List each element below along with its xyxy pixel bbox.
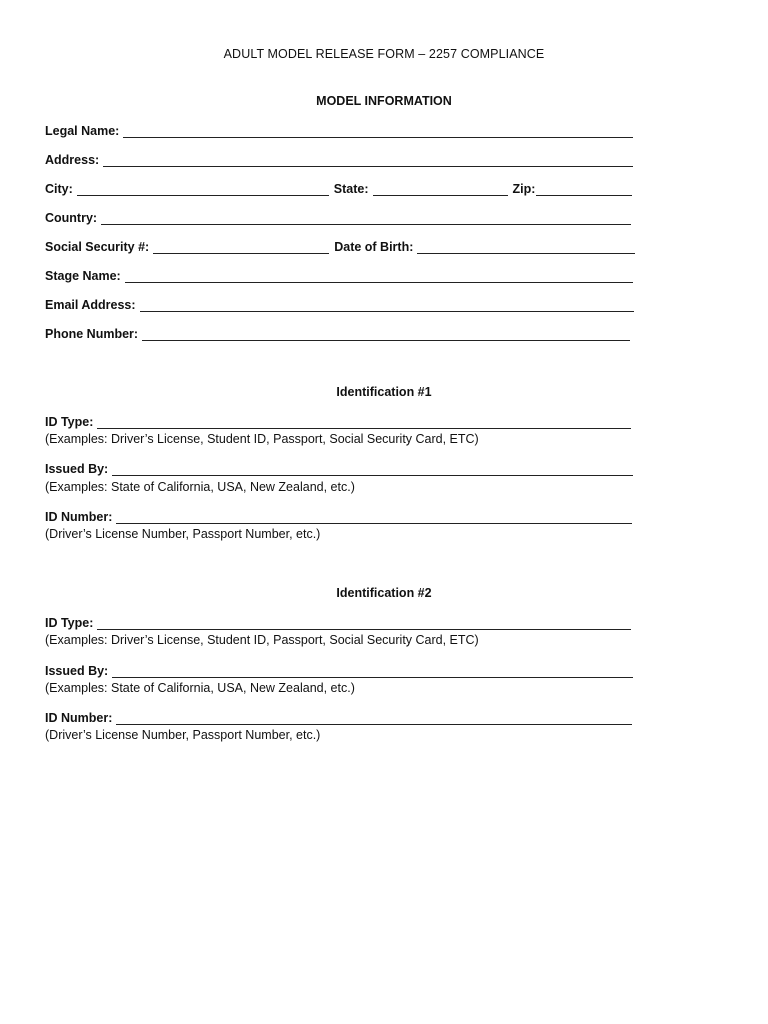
id2-type-field[interactable] — [97, 617, 631, 630]
identification-2-heading: Identification #2 — [336, 586, 432, 600]
id1-type-label: ID Type: — [45, 415, 94, 429]
state-field[interactable] — [373, 183, 508, 196]
country-field[interactable] — [101, 212, 631, 225]
id2-number-row — [45, 709, 632, 725]
state-label: State: — [333, 182, 369, 196]
zip-field[interactable] — [536, 183, 632, 196]
form-title: ADULT MODEL RELEASE FORM – 2257 COMPLIANCE — [223, 47, 545, 61]
id1-issued-by-row — [45, 460, 633, 476]
zip-label: Zip: — [512, 182, 536, 196]
email-field[interactable] — [140, 299, 634, 312]
id1-number-row — [45, 508, 632, 524]
id1-number-label: ID Number: — [45, 510, 113, 524]
stage-name-row — [45, 267, 633, 283]
ssn-label: Social Security #: — [45, 240, 150, 254]
id1-type-field[interactable] — [97, 416, 631, 429]
legal-name-field[interactable] — [123, 125, 633, 138]
id2-issued-by-hint: (Examples: State of California, USA, New Zealand, etc.) — [45, 681, 355, 695]
stage-name-field[interactable] — [125, 270, 633, 283]
id1-type-hint: (Examples: Driver’s License, Student ID, Passport, Social Security Card, ETC) — [45, 432, 479, 446]
ssn-field[interactable] — [153, 241, 329, 254]
id1-number-hint: (Driver’s License Number, Passport Number, etc.) — [45, 527, 321, 541]
ssn-dob-row — [45, 238, 635, 254]
id2-number-label: ID Number: — [45, 711, 113, 725]
id1-issued-by-hint: (Examples: State of California, USA, New Zealand, etc.) — [45, 480, 355, 494]
model-information-heading: MODEL INFORMATION — [316, 94, 452, 108]
email-label: Email Address: — [45, 298, 136, 312]
id2-number-hint: (Driver’s License Number, Passport Number, etc.) — [45, 728, 321, 742]
id2-issued-by-field[interactable] — [112, 665, 633, 678]
phone-label: Phone Number: — [45, 327, 139, 341]
country-label: Country: — [45, 211, 98, 225]
dob-label: Date of Birth: — [334, 240, 414, 254]
email-row — [45, 296, 634, 312]
id2-type-hint: (Examples: Driver’s License, Student ID, Passport, Social Security Card, ETC) — [45, 633, 479, 647]
address-row — [45, 151, 633, 167]
address-label: Address: — [45, 153, 100, 167]
id2-type-label: ID Type: — [45, 616, 94, 630]
id1-type-row — [45, 413, 631, 429]
phone-row — [45, 325, 630, 341]
city-state-zip-row — [45, 180, 632, 196]
id2-issued-by-label: Issued By: — [45, 664, 109, 678]
dob-field[interactable] — [417, 241, 635, 254]
legal-name-label: Legal Name: — [45, 124, 120, 138]
phone-field[interactable] — [142, 328, 630, 341]
address-field[interactable] — [103, 154, 633, 167]
city-label: City: — [45, 182, 73, 196]
city-field[interactable] — [77, 183, 329, 196]
id2-issued-by-row — [45, 662, 633, 678]
id2-type-row — [45, 614, 631, 630]
stage-name-label: Stage Name: — [45, 269, 121, 283]
id1-number-field[interactable] — [116, 511, 632, 524]
id2-number-field[interactable] — [116, 712, 632, 725]
id1-issued-by-label: Issued By: — [45, 462, 109, 476]
country-row — [45, 209, 631, 225]
id1-issued-by-field[interactable] — [112, 463, 633, 476]
legal-name-row — [45, 122, 633, 138]
identification-1-heading: Identification #1 — [336, 385, 432, 399]
